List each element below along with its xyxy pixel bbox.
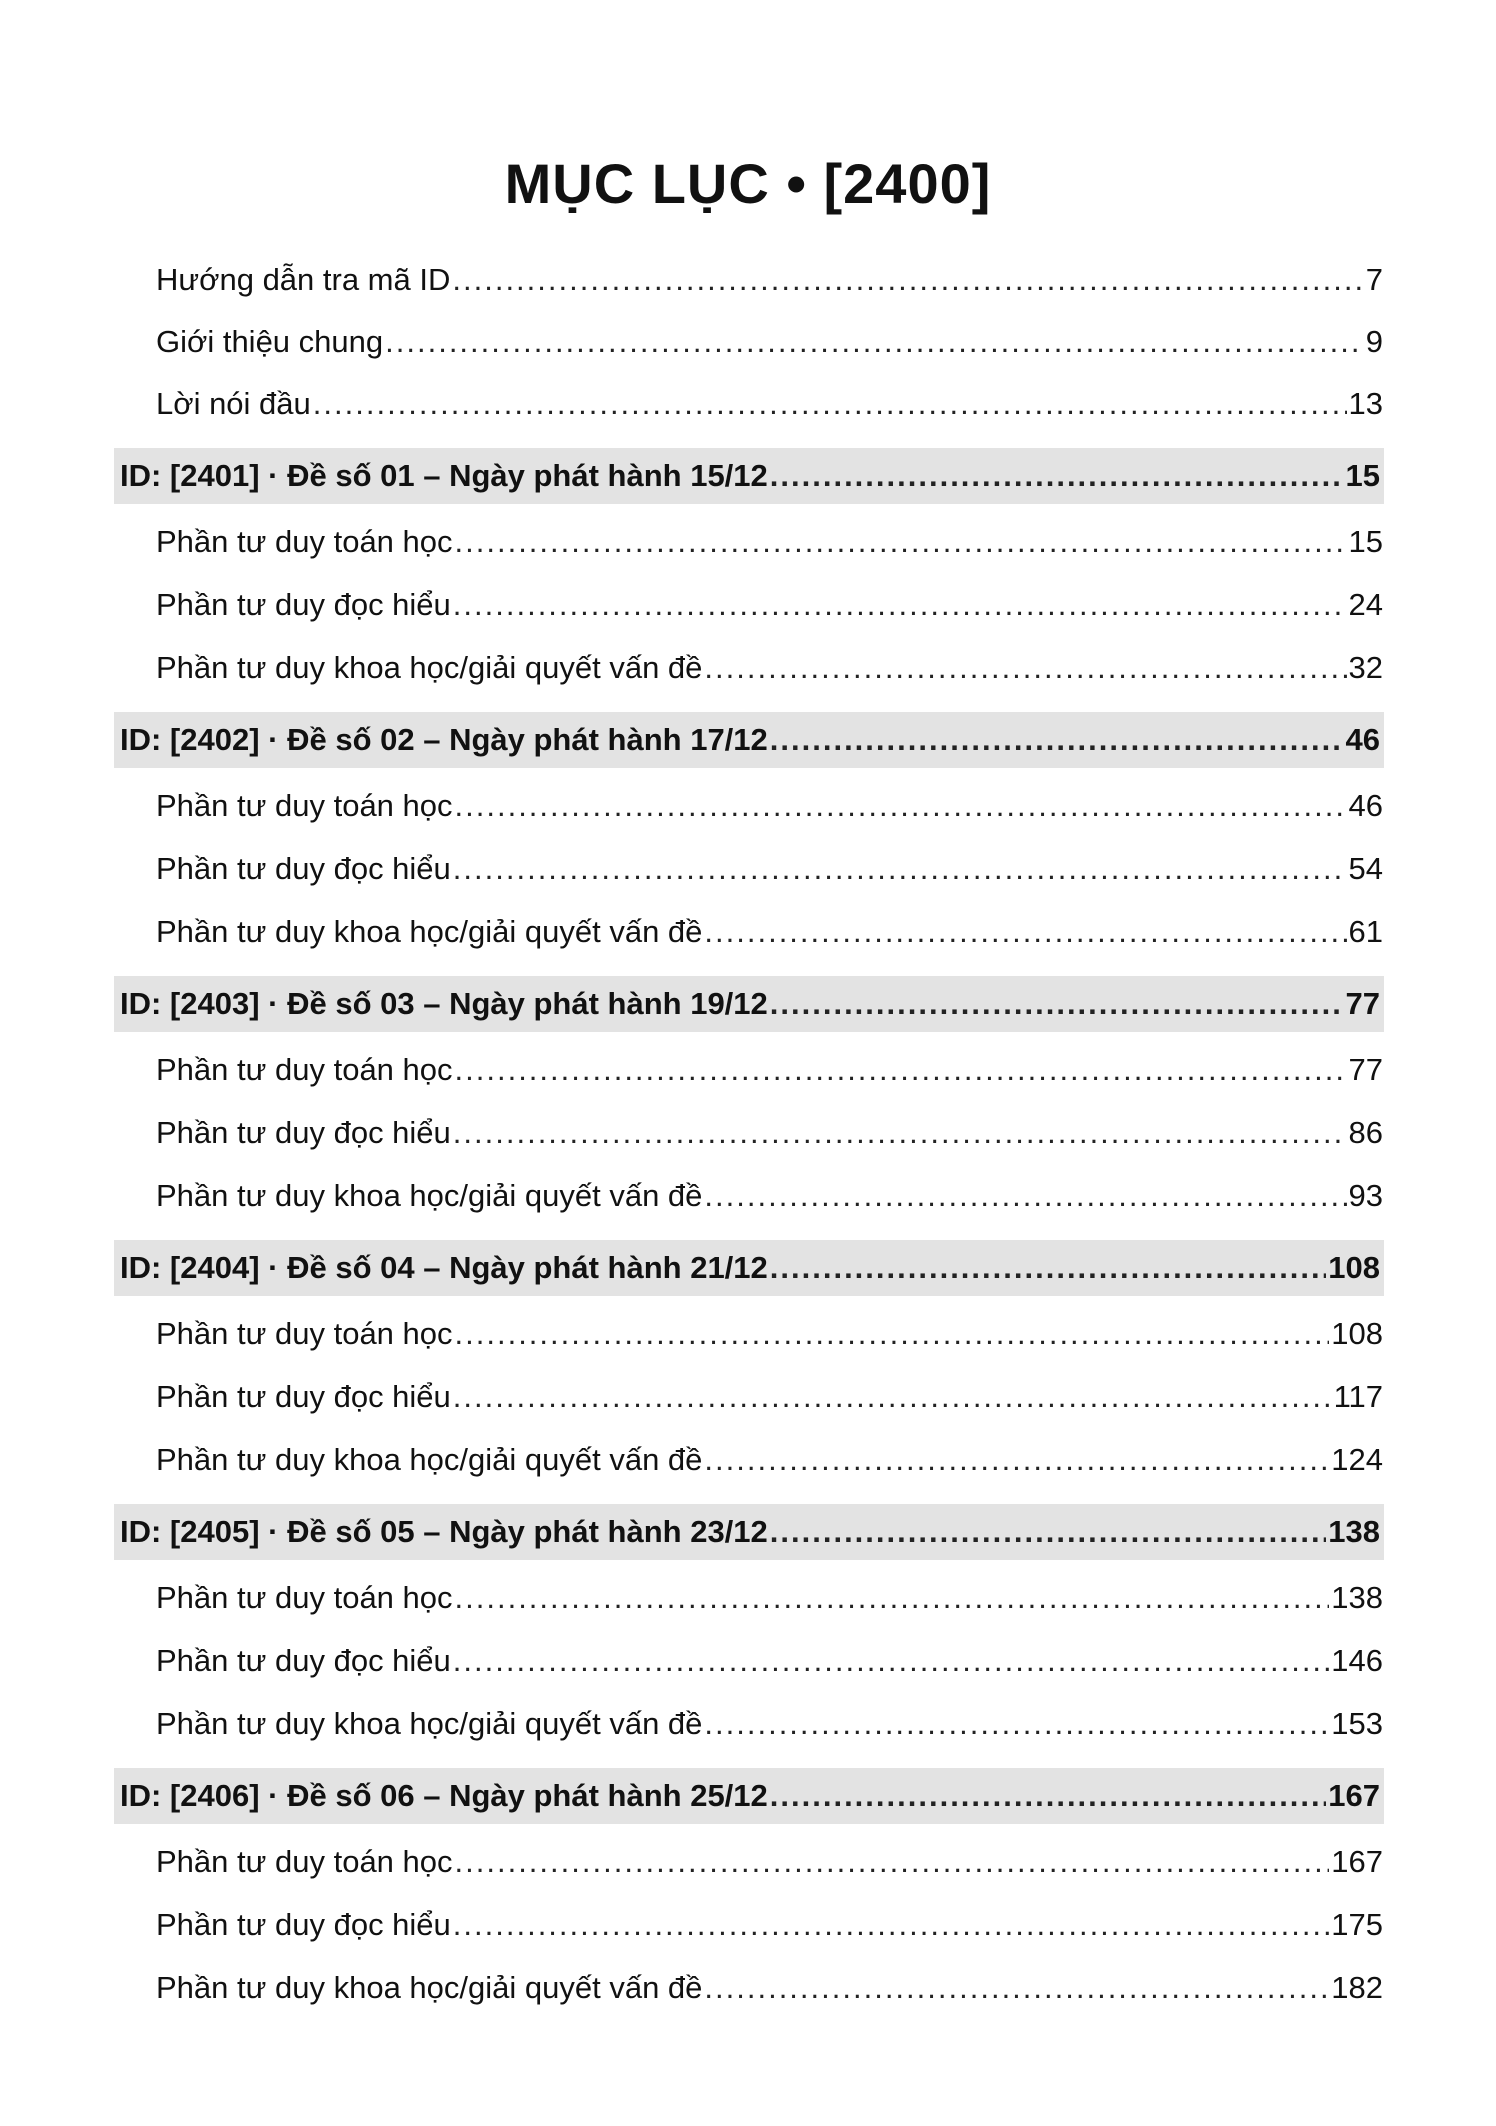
toc-page-number: 54	[1348, 851, 1383, 886]
dot-leader	[453, 1633, 1329, 1689]
toc-entry-label: Phần tư duy toán học	[156, 1580, 453, 1615]
toc-entry-science[interactable]	[156, 1696, 1383, 1752]
toc-page-number: 77	[1345, 986, 1380, 1021]
toc-entry-preface[interactable]	[156, 376, 1383, 432]
toc-page-number: 24	[1348, 587, 1383, 622]
toc-entry-label: Phần tư duy khoa học/giải quyết vấn đề	[156, 1970, 703, 2005]
toc-page-number: 7	[1365, 262, 1383, 297]
toc-entry-label: Phần tư duy toán học	[156, 788, 453, 823]
dot-leader	[452, 252, 1363, 308]
toc-entry-label: Phần tư duy khoa học/giải quyết vấn đề	[156, 1178, 703, 1213]
toc-section-heading[interactable]	[114, 448, 1384, 504]
dot-leader	[453, 1369, 1332, 1425]
toc-page-number: 46	[1345, 722, 1380, 757]
dot-leader	[455, 778, 1347, 834]
toc-entry-label: Phần tư duy đọc hiểu	[156, 1379, 451, 1414]
toc-entry-label: Phần tư duy đọc hiểu	[156, 587, 451, 622]
toc-page-number: 93	[1348, 1178, 1383, 1213]
toc-entry-id-guide[interactable]	[156, 252, 1383, 308]
dot-leader	[770, 1768, 1326, 1824]
toc-entry-label: Phần tư duy toán học	[156, 1052, 453, 1087]
toc-entry-science[interactable]	[156, 1432, 1383, 1488]
toc-page-number: 108	[1331, 1316, 1383, 1351]
toc-entry-label: Phần tư duy đọc hiểu	[156, 1643, 451, 1678]
toc-section-heading[interactable]	[114, 1768, 1384, 1824]
toc-page-number: 86	[1348, 1115, 1383, 1150]
section-heading-label: ID: [2404] · Đề số 04 – Ngày phát hành 21/12	[120, 1250, 768, 1285]
toc-entry-label: Phần tư duy đọc hiểu	[156, 1907, 451, 1942]
dot-leader	[704, 1960, 1329, 2016]
dot-leader	[455, 1834, 1330, 1890]
section-heading-label: ID: [2406] · Đề số 06 – Ngày phát hành 25/12	[120, 1778, 768, 1813]
page-title: MỤC LỤC • [2400]	[504, 152, 992, 215]
toc-entry-label: Hướng dẫn tra mã ID	[156, 262, 451, 297]
toc-section-heading[interactable]	[114, 976, 1384, 1032]
toc-page-number: 61	[1348, 914, 1383, 949]
dot-leader	[313, 376, 1347, 432]
toc-section-heading[interactable]	[114, 1504, 1384, 1560]
toc-entry-label: Phần tư duy khoa học/giải quyết vấn đề	[156, 650, 703, 685]
toc-entry-math[interactable]	[156, 1306, 1383, 1362]
toc-page-number: 15	[1348, 524, 1383, 559]
toc-entry-label: Phần tư duy toán học	[156, 1316, 453, 1351]
toc-entry-label: Phần tư duy khoa học/giải quyết vấn đề	[156, 914, 703, 949]
toc-entry-math[interactable]	[156, 1834, 1383, 1890]
toc-page-number: 46	[1348, 788, 1383, 823]
toc-entry-reading[interactable]	[156, 1105, 1383, 1161]
toc-page-number: 9	[1365, 324, 1383, 359]
dot-leader	[453, 1897, 1329, 1953]
dot-leader	[453, 577, 1347, 633]
toc-section-heading[interactable]	[114, 1240, 1384, 1296]
toc-page-number: 175	[1331, 1907, 1383, 1942]
dot-leader	[770, 1504, 1326, 1560]
dot-leader	[770, 712, 1344, 768]
dot-leader	[385, 314, 1364, 370]
toc-page-number: 146	[1331, 1643, 1383, 1678]
toc-page-number: 167	[1328, 1778, 1380, 1813]
toc-entry-label: Phần tư duy toán học	[156, 524, 453, 559]
toc-entry-math[interactable]	[156, 1042, 1383, 1098]
toc-entry-label: Phần tư duy khoa học/giải quyết vấn đề	[156, 1706, 703, 1741]
toc-page-number: 117	[1333, 1379, 1383, 1414]
toc-entry-reading[interactable]	[156, 841, 1383, 897]
toc-page-number: 153	[1331, 1706, 1383, 1741]
dot-leader	[770, 448, 1344, 504]
toc-page-number: 182	[1331, 1970, 1383, 2005]
dot-leader	[704, 640, 1346, 696]
toc-entry-label: Phần tư duy đọc hiểu	[156, 1115, 451, 1150]
dot-leader	[455, 1042, 1347, 1098]
toc-entry-science[interactable]	[156, 904, 1383, 960]
dot-leader	[455, 1306, 1330, 1362]
toc-entry-reading[interactable]	[156, 1633, 1383, 1689]
toc-entry-label: Lời nói đầu	[156, 386, 311, 421]
toc-page-number: 77	[1348, 1052, 1383, 1087]
dot-leader	[453, 1105, 1347, 1161]
toc-page-number: 15	[1345, 458, 1380, 493]
section-heading-label: ID: [2402] · Đề số 02 – Ngày phát hành 17/12	[120, 722, 768, 757]
toc-entry-math[interactable]	[156, 514, 1383, 570]
toc-entry-science[interactable]	[156, 1960, 1383, 2016]
section-heading-label: ID: [2401] · Đề số 01 – Ngày phát hành 15/12	[120, 458, 768, 493]
toc-page-number: 13	[1348, 386, 1383, 421]
toc-entry-reading[interactable]	[156, 1369, 1383, 1425]
toc-entry-label: Phần tư duy toán học	[156, 1844, 453, 1879]
dot-leader	[704, 904, 1346, 960]
section-heading-label: ID: [2405] · Đề số 05 – Ngày phát hành 23/12	[120, 1514, 768, 1549]
toc-page-number: 167	[1331, 1844, 1383, 1879]
toc-section-heading[interactable]	[114, 712, 1384, 768]
toc-entry-introduction[interactable]	[156, 314, 1383, 370]
dot-leader	[770, 976, 1344, 1032]
toc-page-number: 138	[1328, 1514, 1380, 1549]
toc-entry-math[interactable]	[156, 778, 1383, 834]
dot-leader	[704, 1696, 1329, 1752]
toc-entry-science[interactable]	[156, 1168, 1383, 1224]
section-heading-label: ID: [2403] · Đề số 03 – Ngày phát hành 19/12	[120, 986, 768, 1021]
toc-entry-label: Phần tư duy khoa học/giải quyết vấn đề	[156, 1442, 703, 1477]
toc-entry-label: Phần tư duy đọc hiểu	[156, 851, 451, 886]
dot-leader	[455, 1570, 1330, 1626]
toc-entry-reading[interactable]	[156, 577, 1383, 633]
toc-page-number: 108	[1328, 1250, 1380, 1285]
toc-entry-reading[interactable]	[156, 1897, 1383, 1953]
toc-entry-science[interactable]	[156, 640, 1383, 696]
dot-leader	[704, 1168, 1346, 1224]
toc-page-number: 32	[1348, 650, 1383, 685]
dot-leader	[453, 841, 1347, 897]
toc-page-number: 124	[1331, 1442, 1383, 1477]
toc-entry-label: Giới thiệu chung	[156, 324, 384, 359]
toc-entry-math[interactable]	[156, 1570, 1383, 1626]
dot-leader	[704, 1432, 1329, 1488]
toc-page-number: 138	[1331, 1580, 1383, 1615]
dot-leader	[770, 1240, 1326, 1296]
dot-leader	[455, 514, 1347, 570]
